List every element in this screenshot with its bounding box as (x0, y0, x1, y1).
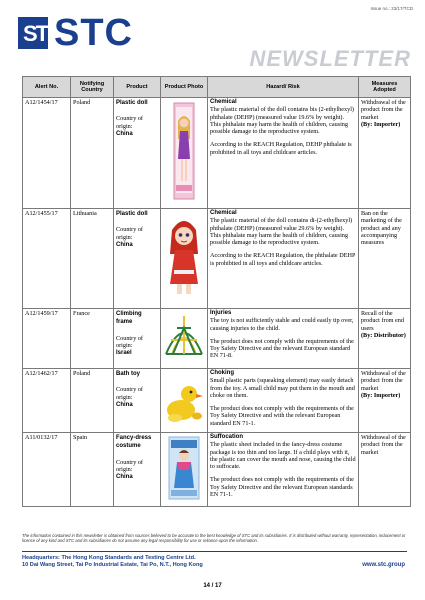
stc-logo-mark: STC (18, 17, 48, 49)
table-row (23, 209, 411, 309)
page-number: 14 / 17 (203, 583, 222, 589)
footer-divider (22, 551, 407, 552)
table-row (23, 98, 411, 209)
measures-cell (359, 433, 411, 507)
origin-label: Country of origin: (116, 458, 143, 473)
origin-label: Country of origin: (116, 115, 143, 130)
alert-no: A12/1455/17 (23, 209, 71, 309)
notifying-country: France (71, 309, 114, 369)
col-hazard-risk: Hazard/ Risk (208, 77, 359, 98)
hq-line-2: 10 Dai Wang Street, Tai Po Industrial Estate, Tai Po, N.T., Hong Kong (22, 562, 203, 568)
product-name: Fancy-dress costume (116, 435, 152, 450)
alert-no: A11/0132/17 (23, 433, 71, 507)
product-name: Climbing frame (116, 311, 142, 326)
hazard-regulation: The product does not comply with the requirements of the Toy Safety Directive and with the relevant European standard EN 71-1. (210, 405, 354, 427)
product-name: Plastic doll (116, 100, 148, 106)
measures-text: Recall of the product from end users (361, 310, 404, 332)
hazard-text: The plastic material of the doll contains di-(2-ethylhexyl) phthalate (DEHP) (measured value 29.6% by weight). This phthalate may harm the health of children, causing possible damage to the reproductive system. (210, 217, 353, 247)
origin-country: China (116, 474, 133, 481)
product-cell (114, 369, 161, 433)
col-product: Product (114, 77, 161, 98)
measures-cell (359, 309, 411, 369)
notifying-country: Poland (71, 98, 114, 209)
page-header (0, 0, 425, 72)
measures-by: (By: Distributor) (361, 331, 406, 339)
origin-label: Country of origin: (116, 334, 143, 349)
hazard-text: The plastic material of the doll contains bis (2-ethylhexyl) phthalate (DEHP) (measured value 19.6% by weight). This phthalate may harm the health of children, causing possible damage to the reproductive system. (210, 106, 354, 136)
product-name: Bath toy (116, 371, 140, 377)
red-doll-image (163, 210, 205, 300)
hazard-cell (208, 209, 359, 309)
alerts-table (22, 76, 411, 507)
product-cell (114, 209, 161, 309)
costume-package-image (163, 434, 205, 502)
website-link[interactable]: www.stc.group (362, 562, 405, 568)
product-photo (161, 433, 208, 507)
hazard-cell (208, 309, 359, 369)
hazard-text: The plastic sheet included in the fancy-dress costume package is too thin and too large. If a child plays with it, the plastic can cover the mouth and nose, causing the child to suffocate. (210, 441, 356, 471)
origin-label: Country of origin: (116, 386, 143, 401)
table-row (23, 309, 411, 369)
climbing-frame-image (163, 310, 205, 360)
table-row (23, 369, 411, 433)
hazard-regulation: According to the REACH Regulation, the phthalate DEHP is prohibited in all toys and childcare articles. (210, 252, 356, 267)
measures-cell (359, 209, 411, 309)
stc-logo-text: STC (54, 12, 133, 54)
hazard-title: Chemical (210, 210, 237, 216)
hazard-text: Small plastic parts (squeaking element) may easily detach from the toy. A small child may put them in the mouth and choke on them. (210, 377, 355, 399)
measures-text: Ban on the marketing of the product and any accompanying measures (361, 210, 402, 247)
measures-text: Withdrawal of the product from the market (361, 99, 406, 121)
hazard-title: Suffocation (210, 434, 243, 440)
hazard-title: Choking (210, 370, 234, 376)
product-name: Plastic doll (116, 211, 148, 217)
doll-boxed-image (163, 99, 205, 203)
table-header-row (23, 77, 411, 98)
col-measures-adopted: Measures Adopted (359, 77, 411, 98)
measures-by: (By: Importer) (361, 391, 401, 399)
hq-line-1: Headquarters: The Hong Kong Standards and Testing Centre Ltd. (22, 555, 196, 561)
product-cell (114, 98, 161, 209)
origin-country: Israel (116, 350, 132, 357)
bath-duck-image (163, 370, 205, 426)
table-row (23, 433, 411, 507)
origin-label: Country of origin: (116, 226, 143, 241)
origin-country: China (116, 241, 133, 248)
alert-no: A12/1459/17 (23, 309, 71, 369)
hazard-title: Injuries (210, 310, 232, 316)
alert-no: A12/1454/17 (23, 98, 71, 209)
hazard-regulation: The product does not comply with the requirements of the Toy Safety Directive and the relevant European standard EN 71-8. (210, 337, 354, 360)
hazard-cell (208, 433, 359, 507)
product-photo (161, 369, 208, 433)
hazard-regulation: The product does not comply with the requirements of the Toy Safety Directive and the relevant European standards EN 71-1. (210, 476, 354, 499)
hazard-cell (208, 98, 359, 209)
product-photo (161, 309, 208, 369)
product-cell (114, 309, 161, 369)
measures-cell (359, 98, 411, 209)
hazard-title: Chemical (210, 99, 237, 105)
measures-text: Withdrawal of the product from the market (361, 434, 406, 456)
measures-by: (By: Importer) (361, 120, 401, 128)
origin-country: China (116, 130, 133, 137)
col-product-photo: Product Photo (161, 77, 208, 98)
col-alert-no: Alert No. (23, 77, 71, 98)
headquarters-address (22, 555, 203, 569)
origin-country: China (116, 401, 133, 408)
hazard-text: The toy is not sufficiently stable and could easily tip over, causing injuries to the child. (210, 317, 354, 332)
hazard-cell (208, 369, 359, 433)
disclaimer: The information contained in this newsletter is obtained from sources believed to be accurate to the best knowledge of STC and its subsidiaries. It is distributed without warranty, representation, inducement or licence of any kind and STC and its subsidiaries do not assume any legal responsibility for use or reliance upon the information. (22, 533, 406, 543)
product-photo (161, 209, 208, 309)
hazard-regulation: According to the REACH Regulation, DEHP phthalate is prohibited in all toys and childcare articles. (210, 141, 352, 156)
notifying-country: Spain (71, 433, 114, 507)
notifying-country: Poland (71, 369, 114, 433)
notifying-country: Lithuania (71, 209, 114, 309)
product-photo (161, 98, 208, 209)
col-notifying-country: Notifying Country (71, 77, 114, 98)
alert-no: A12/1462/17 (23, 369, 71, 433)
measures-cell (359, 369, 411, 433)
product-cell (114, 433, 161, 507)
measures-text: Withdrawal of the product from the market (361, 370, 406, 392)
issue-number: Issue no.: 23/17/TCD (370, 6, 413, 11)
newsletter-title: NEWSLETTER (249, 46, 411, 71)
